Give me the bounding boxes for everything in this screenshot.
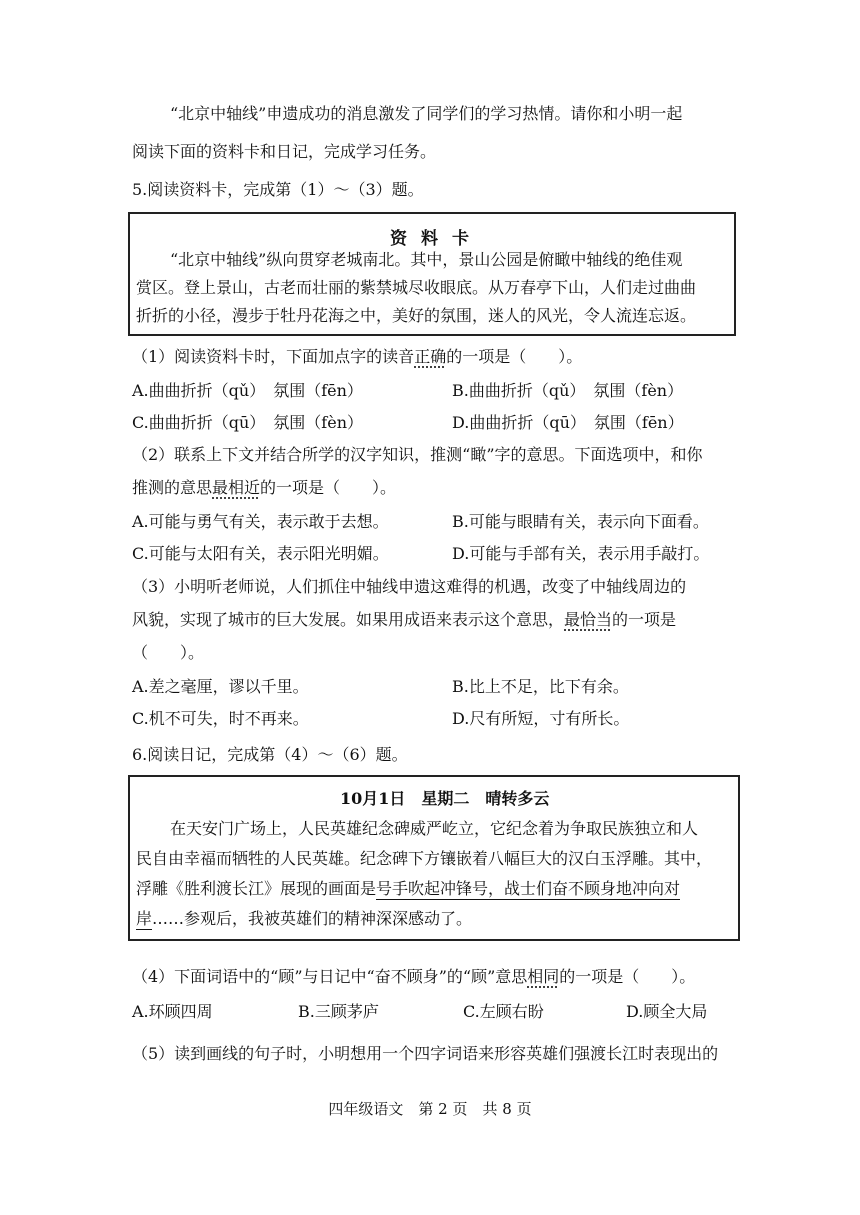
diary-date: 10月1日 星期二 晴转多云 — [340, 789, 550, 808]
intro-line-1: “北京中轴线”申遗成功的消息激发了同学们的学习热情。请你和小明一起 — [170, 104, 683, 123]
diary-line-4-after: ……参观后，我被英雄们的精神深深感动了。 — [152, 909, 473, 928]
info-card-line-2: 赏区。登上景山，古老而壮丽的紫禁城尽收眼底。从万春亭下山，人们走过曲曲 — [136, 278, 697, 297]
sub-question-4-stem-after: 的一项是（ ）。 — [559, 967, 696, 986]
sub-question-3-option-c[interactable]: C.机不可失，时不再来。 — [132, 709, 309, 728]
question-5-heading: 5.阅读资料卡，完成第（1）～（3）题。 — [132, 180, 424, 199]
sub-question-3-emphasis: 最恰当 — [564, 610, 613, 629]
sub-question-4-option-a[interactable]: A.环顾四周 — [132, 1002, 213, 1021]
sub-question-4-option-c[interactable]: C.左顾右盼 — [463, 1002, 544, 1021]
info-card — [128, 212, 736, 336]
intro-line-2: 阅读下面的资料卡和日记，完成学习任务。 — [132, 142, 437, 161]
sub-question-2-emphasis: 最相近 — [212, 478, 261, 497]
sub-question-1-option-c[interactable]: C.曲曲折折（qū） 氛围（fèn） — [132, 413, 364, 432]
sub-question-4-option-d[interactable]: D.顾全大局 — [626, 1002, 708, 1021]
diary-box — [128, 775, 740, 941]
sub-question-3-option-b[interactable]: B.比上不足，比下有余。 — [452, 677, 629, 696]
sub-question-3-line-1: （3）小明听老师说，人们抓住中轴线申遗这难得的机遇，改变了中轴线周边的 — [132, 577, 687, 596]
sub-question-1-option-a[interactable]: A.曲曲折折（qǔ） 氛围（fēn） — [132, 381, 363, 400]
sub-question-3-line-3: （ ）。 — [132, 643, 205, 662]
sub-question-2-option-c[interactable]: C.可能与太阳有关，表示阳光明媚。 — [132, 544, 389, 563]
sub-question-3-option-a[interactable]: A.差之毫厘，谬以千里。 — [132, 677, 309, 696]
sub-question-4-emphasis: 相同 — [527, 967, 560, 986]
sub-question-2-line-2-before: 推测的意思 — [132, 478, 213, 497]
sub-question-1-stem-before: （1）阅读资料卡时，下面加点字的读音 — [132, 347, 415, 366]
sub-question-1-option-b[interactable]: B.曲曲折折（qǔ） 氛围（fèn） — [452, 381, 684, 400]
sub-question-2-line-1: （2）联系上下文并结合所学的汉字知识，推测“瞰”字的意思。下面选项中，和你 — [132, 445, 703, 464]
sub-question-4-stem — [132, 967, 695, 987]
sub-question-2-option-b[interactable]: B.可能与眼睛有关，表示向下面看。 — [452, 512, 709, 531]
page-footer: 四年级语文 第 2 页 共 8 页 — [328, 1100, 532, 1118]
sub-question-3-option-d[interactable]: D.尺有所短，寸有所长。 — [452, 709, 630, 728]
info-card-line-1: “北京中轴线”纵向贯穿老城南北。其中，景山公园是俯瞰中轴线的绝佳观 — [170, 250, 683, 269]
sub-question-1-stem — [132, 347, 582, 367]
info-card-title: 资料卡 — [390, 229, 483, 249]
info-card-line-3: 折折的小径，漫步于牡丹花海之中，美好的氛围，迷人的风光，令人流连忘返。 — [136, 306, 697, 325]
sub-question-2-option-a[interactable]: A.可能与勇气有关，表示敢于去想。 — [132, 512, 389, 531]
sub-question-3-line-2-before: 风貌，实现了城市的巨大发展。如果用成语来表示这个意思， — [132, 610, 565, 629]
sub-question-2-line-2-after: 的一项是（ ）。 — [260, 478, 397, 497]
sub-question-3-line-2-after: 的一项是 — [612, 610, 677, 629]
sub-question-3-line-2 — [132, 610, 676, 630]
diary-line-3-before: 浮雕《胜利渡长江》展现的画面是 — [136, 879, 377, 898]
diary-line-1: 在天安门广场上，人民英雄纪念碑威严屹立，它纪念着为争取民族独立和人 — [170, 819, 699, 838]
sub-question-4-option-b[interactable]: B.三顾茅庐 — [298, 1002, 379, 1021]
sub-question-5-line-1: （5）读到画线的句子时，小明想用一个四字词语来形容英雄们强渡长江时表现出的 — [132, 1044, 719, 1063]
sub-question-2-option-d[interactable]: D.可能与手部有关，表示用手敲打。 — [452, 544, 710, 563]
sub-question-4-stem-before: （4）下面词语中的“顾”与日记中“奋不顾身”的“顾”意思 — [132, 967, 528, 986]
diary-underlined-sentence: 号手吹起冲锋号，战士们奋不顾身地冲向对 — [376, 879, 681, 898]
diary-line-4 — [136, 909, 472, 929]
diary-line-2: 民自由幸福而牺牲的人民英雄。纪念碑下方镶嵌着八幅巨大的汉白玉浮雕。其中， — [136, 849, 713, 868]
question-6-heading: 6.阅读日记，完成第（4）～（6）题。 — [132, 745, 408, 764]
sub-question-1-stem-after: 的一项是（ ）。 — [446, 347, 583, 366]
sub-question-1-emphasis: 正确 — [414, 347, 447, 366]
sub-question-1-option-d[interactable]: D.曲曲折折（qū） 氛围（fēn） — [452, 413, 684, 432]
sub-question-2-line-2 — [132, 478, 396, 498]
diary-line-3 — [136, 879, 680, 899]
diary-underlined-sentence-end: 岸 — [136, 909, 153, 928]
